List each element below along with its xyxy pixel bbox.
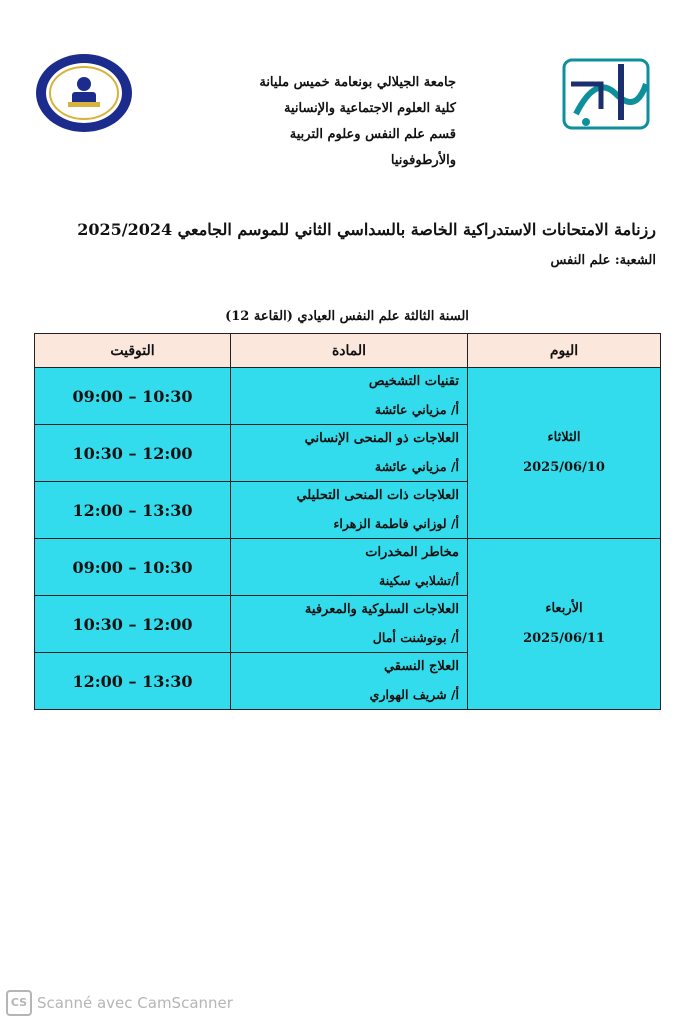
department-name: قسم علم النفس وعلوم التربية والأرطوفونيا	[289, 127, 456, 168]
subject-name: العلاجات السلوكية والمعرفية	[304, 602, 459, 617]
page-title: رزنامة الامتحانات الاستدراكية الخاصة بالسداسي الثاني للموسم الجامعي 2025/2024	[77, 220, 656, 239]
time-cell: 09:00 – 10:30	[35, 539, 231, 596]
time-cell: 10:30 – 12:00	[35, 425, 231, 482]
professor-name: أ/ مزياني عائشة	[374, 402, 459, 417]
institution-header	[236, 70, 456, 174]
professor-name: أ/ شريف الهواري	[369, 687, 459, 702]
day-date: 2025/06/10	[523, 460, 605, 475]
subject-cell	[231, 596, 468, 653]
faculty-name: كلية العلوم الاجتماعية والإنسانية	[284, 101, 456, 116]
day-cell	[468, 368, 661, 539]
subject-cell	[231, 368, 468, 425]
subject-name: العلاجات ذات المنحى التحليلي	[296, 488, 459, 503]
faculty-seal-logo	[34, 52, 134, 134]
time-cell: 09:00 – 10:30	[35, 368, 231, 425]
time-cell: 10:30 – 12:00	[35, 596, 231, 653]
subject-cell	[231, 482, 468, 539]
branch-label: الشعبة: علم النفس	[550, 253, 656, 268]
day-name: الأربعاء	[545, 601, 583, 616]
scanner-watermark	[6, 990, 233, 1016]
scanner-text: Scanné avec CamScanner	[37, 994, 233, 1012]
subject-name: تقنيات التشخيص	[368, 374, 459, 389]
university-logo	[556, 54, 656, 134]
professor-name: أ/ بوتوشنت أمال	[372, 630, 459, 645]
time-cell: 12:00 – 13:30	[35, 653, 231, 710]
time-cell: 12:00 – 13:30	[35, 482, 231, 539]
header-time: التوقيت	[35, 334, 231, 368]
subject-name: مخاطر المخدرات	[365, 545, 459, 560]
table-row	[35, 368, 661, 425]
day-name: الثلاثاء	[547, 430, 581, 445]
camscanner-icon: CS	[6, 990, 32, 1016]
header-subject: المادة	[231, 334, 468, 368]
professor-name: أ/تشلابي سكينة	[379, 573, 459, 588]
exam-schedule-table	[34, 333, 661, 710]
day-date: 2025/06/11	[523, 631, 605, 646]
day-cell	[468, 539, 661, 710]
professor-name: أ/ مزياني عائشة	[374, 459, 459, 474]
subject-cell	[231, 653, 468, 710]
table-header-row	[35, 334, 661, 368]
university-name: جامعة الجيلالي بونعامة خميس مليانة	[259, 75, 456, 90]
table-caption: السنة الثالثة علم النفس العيادي (القاعة 12)	[225, 309, 469, 324]
subject-cell	[231, 539, 468, 596]
subject-name: العلاج النسقي	[383, 659, 459, 674]
subject-cell	[231, 425, 468, 482]
table-row	[35, 539, 661, 596]
professor-name: أ/ لوزاني فاطمة الزهراء	[333, 516, 459, 531]
subject-name: العلاجات ذو المنحى الإنساني	[304, 431, 459, 446]
header-day: اليوم	[468, 334, 661, 368]
